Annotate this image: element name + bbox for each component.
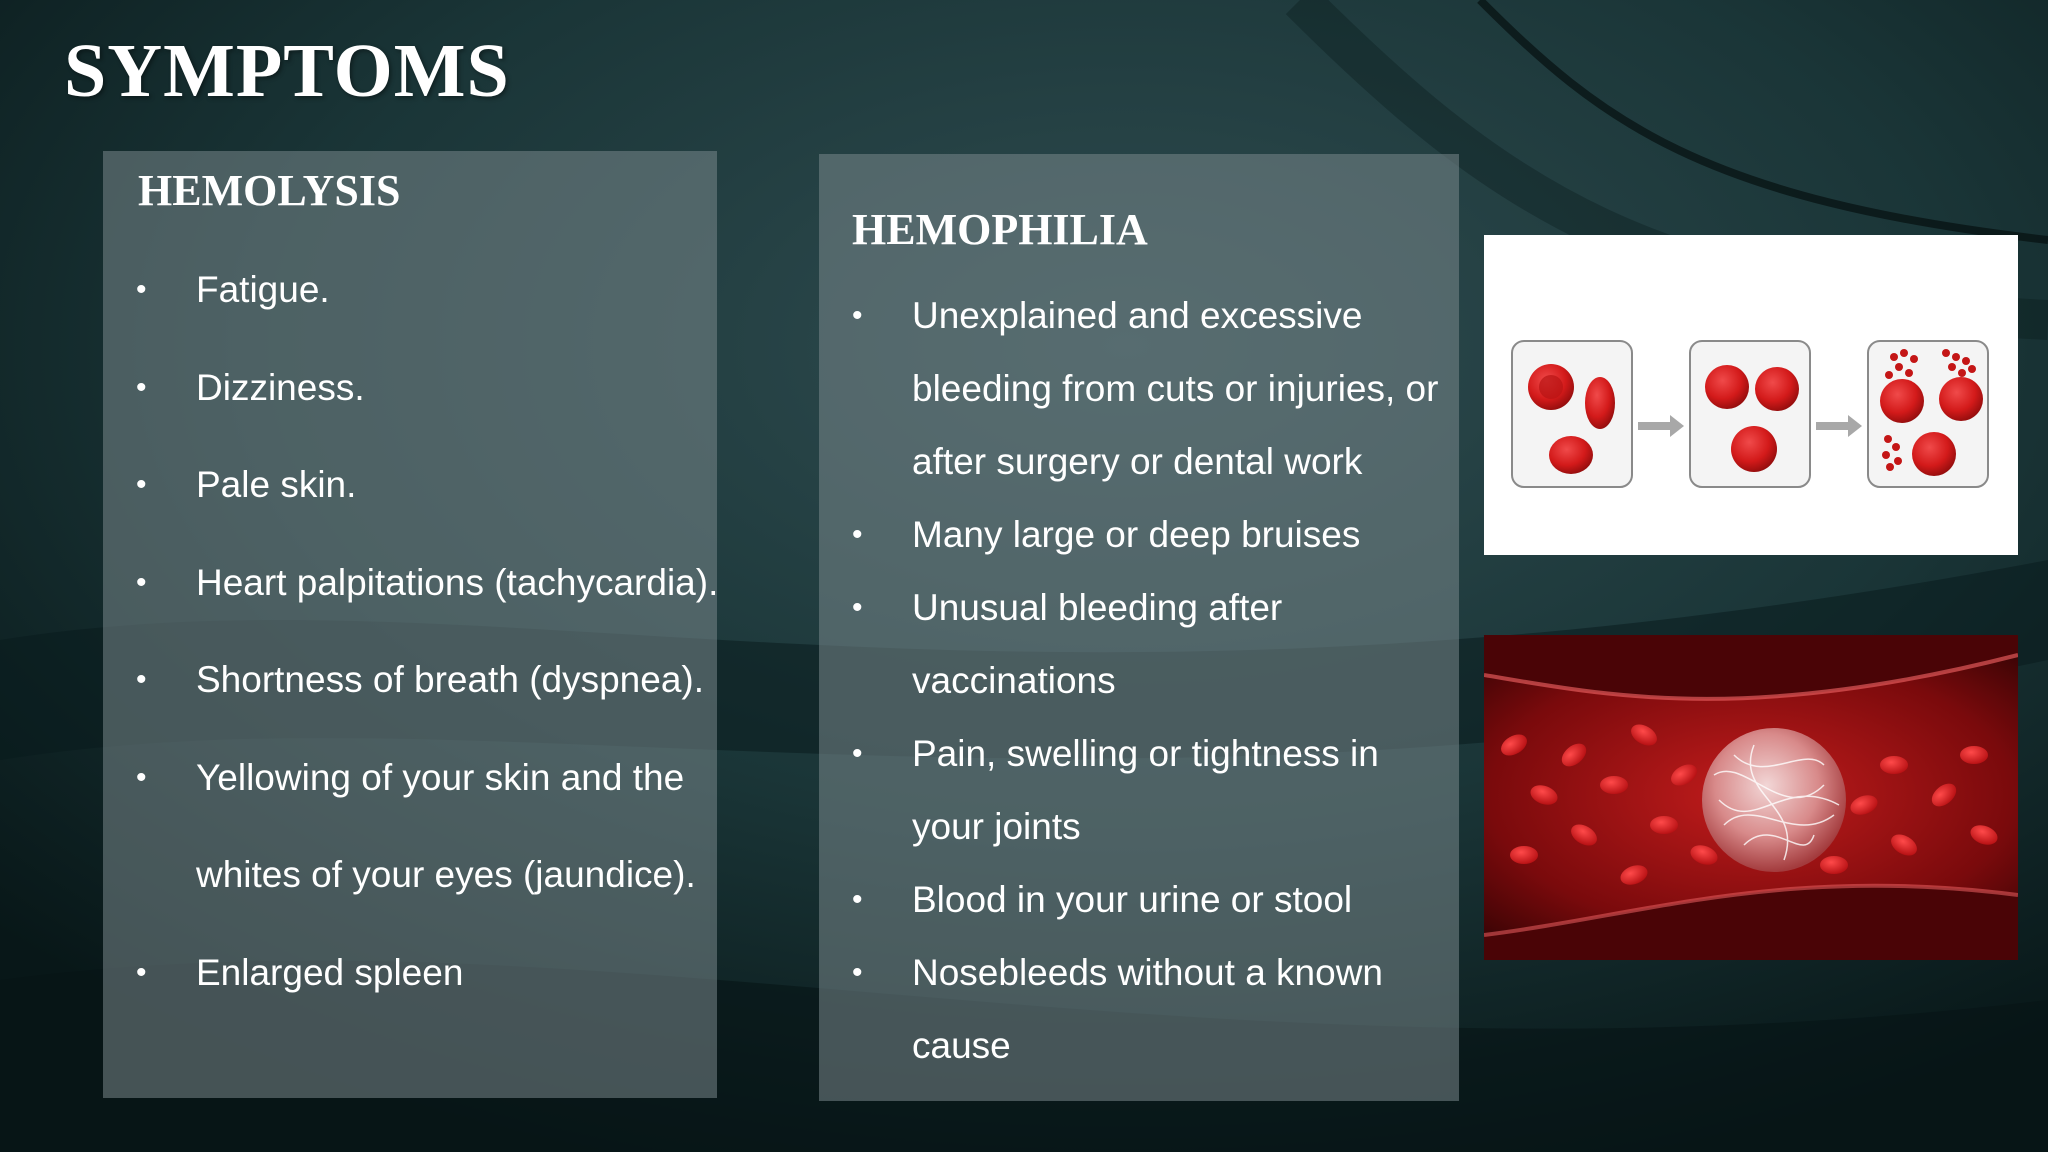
blood-clot-image bbox=[1484, 635, 2018, 960]
hemophilia-symptom-item: • Nosebleeds without a known cause bbox=[852, 936, 1452, 1082]
hemolysis-symptom-list bbox=[136, 241, 736, 1021]
hemophilia-symptom-list bbox=[852, 279, 1452, 1082]
hemophilia-symptom-item: • Unusual bleeding after vaccinations bbox=[852, 571, 1452, 717]
hemolysis-symptom-item: • Shortness of breath (dyspnea). bbox=[136, 631, 736, 729]
red-blood-cells-diagram bbox=[1484, 235, 2018, 555]
hemolysis-symptom-item: • Pale skin. bbox=[136, 436, 736, 534]
hemolysis-symptom-item: • Dizziness. bbox=[136, 339, 736, 437]
hemophilia-heading: HEMOPHILIA bbox=[852, 205, 1148, 254]
hemolysis-symptom-item: • Fatigue. bbox=[136, 241, 736, 339]
hemolysis-symptom-item: • Heart palpitations (tachycardia). bbox=[136, 534, 736, 632]
hemophilia-symptom-item: • Many large or deep bruises bbox=[852, 498, 1452, 571]
hemolysis-symptom-item: • Enlarged spleen bbox=[136, 924, 736, 1022]
hemophilia-symptom-item: • Blood in your urine or stool bbox=[852, 863, 1452, 936]
hemolysis-heading: HEMOLYSIS bbox=[138, 166, 401, 215]
hemophilia-panel bbox=[819, 154, 1459, 1101]
hemolysis-symptom-item: • Yellowing of your skin and the whites of your eyes (jaundice). bbox=[136, 729, 736, 924]
hemophilia-symptom-item: • Unexplained and excessive bleeding from cuts or injuries, or after surgery or dental work bbox=[852, 279, 1452, 498]
blood-clot-icon bbox=[1484, 635, 2018, 960]
red-blood-cells-icon bbox=[1484, 235, 2018, 555]
hemophilia-symptom-item: • Pain, swelling or tightness in your joints bbox=[852, 717, 1452, 863]
hemolysis-panel bbox=[103, 151, 717, 1098]
slide-title: SYMPTOMS bbox=[64, 29, 510, 113]
